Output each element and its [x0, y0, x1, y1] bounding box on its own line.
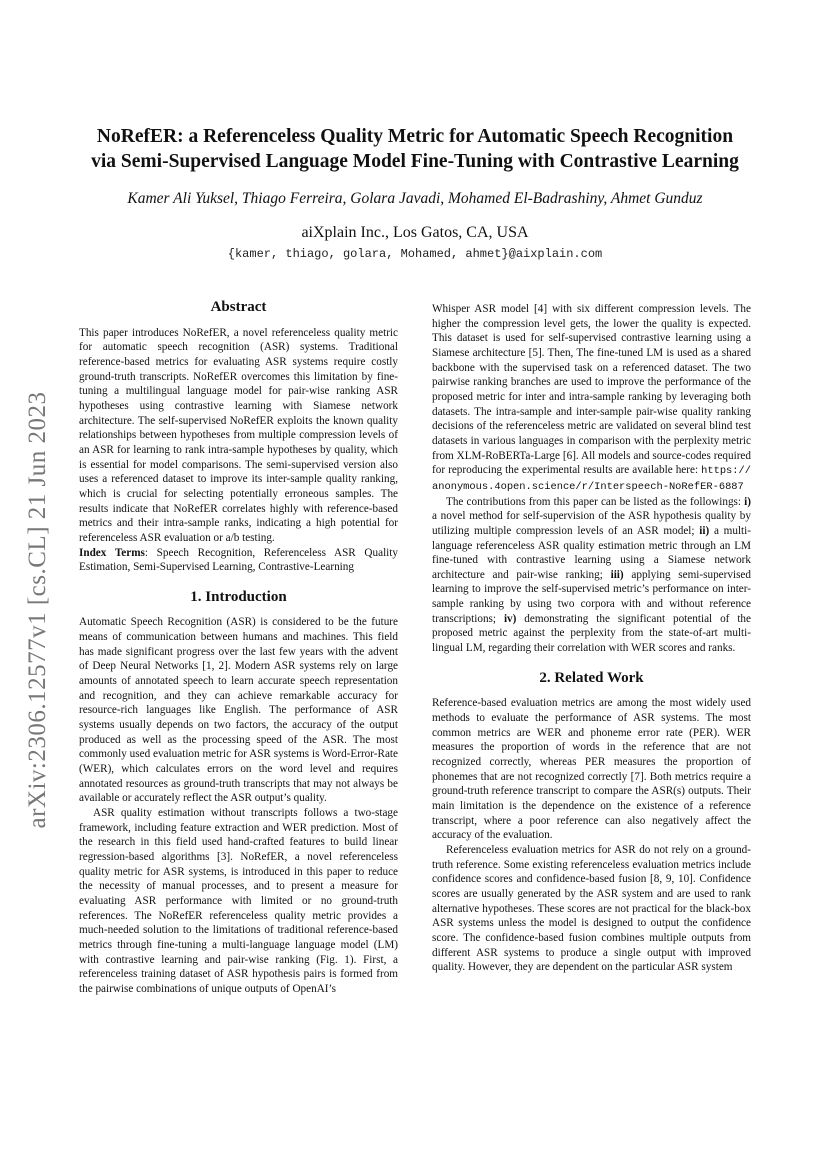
- contribution-3: applying semi-supervised learning to improve the self-supervised metric’s performance on inter-sample ranking by using two corpora with and without reference transcriptions;: [432, 568, 751, 625]
- author-list: Kamer Ali Yuksel, Thiago Ferreira, Golara Javadi, Mohamed El-Badrashiny, Ahmet Gunduz: [127, 190, 703, 207]
- contribution-1: a novel method for self-supervision of the ASR hypothesis quality by utilizing multiple compression levels of an ASR model;: [432, 510, 751, 537]
- introduction-heading: 1. Introduction: [190, 588, 287, 605]
- title-line-2: via Semi-Supervised Language Model Fine-Tuning with Contrastive Learning: [91, 151, 739, 172]
- right-column: [432, 302, 751, 975]
- contribution-2: a multi-language referenceless ASR quality estimation metric through an LM fine-tuned with contrastive learning using a Siamese network architecture and pair-wise ranking;: [432, 524, 751, 581]
- contributions-intro: The contributions from this paper can be listed as the followings:: [446, 495, 745, 508]
- affiliation: aiXplain Inc., Los Gatos, CA, USA: [301, 224, 529, 241]
- author-emails: {kamer, thiago, golara, Mohamed, ahmet}@aixplain.com: [227, 247, 603, 261]
- abstract-body: This paper introduces NoRefER, a novel referenceless quality metric for automatic speech recognition (ASR) systems. Traditional reference-based metrics for evaluating ASR systems require costly ground-truth transcripts. NoRefER overcomes this limitation by fine-tuning a multilingual language model for pair-wise ranking ASR hypotheses using contrastive learning with Siamese network architecture. The self-supervised NoRefER exploits the known quality relationships between hypotheses from multiple compression levels of an ASR for learning to rank intra-sample hypotheses by quality, which is essential for model comparisons. The semi-supervised version also uses a referenced dataset to improve its inter-sample quality ranking, which is crucial for selecting potentially erroneous samples. The results indicate that NoRefER correlates highly with reference-based metrics and their intra-sample ranks, indicating a high potential for referenceless ASR evaluation or a/b testing.: [79, 326, 398, 544]
- contribution-1-label: i): [744, 495, 751, 508]
- title-line-1: NoRefER: a Referenceless Quality Metric for Automatic Speech Recognition: [96, 126, 734, 147]
- related-work-heading: 2. Related Work: [539, 669, 644, 686]
- contribution-2-label: ii): [699, 524, 710, 537]
- related-paragraph-2: Referenceless evaluation metrics for ASR do not rely on a ground-truth reference. Some existing referenceless evaluation metrics include confidence scores and confidence-based fusion [8, 9, 10]. Confidence scores are usually generated by the ASR system and are used to rank alternative hypotheses. These scores are not practical for the black-box ASR systems unless the model is designed to output the confidence score. The confidence-based fusion combines multiple outputs from different ASR systems to produce a single output with improved quality. However, they are dependent on the particular ASR system: [432, 843, 751, 974]
- related-paragraph-1: Reference-based evaluation metrics are among the most widely used methods to evaluate the performance of ASR systems. The most common metrics are WER and phoneme error rate (PER). WER measures the proportion of words in the reference that are not recognized correctly, whereas PER measures the proportion of phonemes that are not recognized correctly [7]. Both metrics require a ground-truth reference transcript to compare the ASR(s) outputs. Their main limitation is the dependence on the existence of a reference transcript, where a poor reference can also negatively affect the accuracy of the evaluation.: [432, 697, 751, 842]
- intro-paragraph-1: Automatic Speech Recognition (ASR) is considered to be the future means of communication between humans and machines. This field has made significant progress over the last few years with the advent of Deep Neural Networks [1, 2]. Modern ASR systems rely on large amounts of annotated speech to learn accurate speech representation and recognition, and they can achieve remarkable accuracy for resource-rich languages like English. The performance of ASR systems usually depends on two factors, the accuracy of the output produced as well as the processing speed of the ASR. The most commonly used evaluation metric for ASR systems is Word-Error-Rate (WER), which calculates errors on the word level and requires annotated resources as ground-truth transcripts that may not always be available or accurately reflect the ASR output’s quality.: [79, 616, 398, 805]
- arxiv-identifier: [18, 370, 58, 850]
- index-terms-label: Index Terms: [79, 546, 145, 559]
- contributions-paragraph: [432, 495, 751, 656]
- abstract-heading: Abstract: [210, 299, 267, 315]
- arxiv-identifier-text: arXiv:2306.12577v1 [cs.CL] 21 Jun 2023: [24, 391, 51, 829]
- index-terms: : Speech Recognition, Referenceless ASR Quality Estimation, Semi-Supervised Learning, Contrastive-Learning: [79, 546, 398, 574]
- intro-paragraph-3: [432, 302, 751, 495]
- contribution-4: demonstrating the significant potential of the proposed metric against the perplexity from the state-of-art multi-lingual LM, regarding their correlation with WER scores and ranks.: [432, 612, 751, 655]
- abstract-text: [79, 326, 398, 575]
- contribution-4-label: iv): [503, 612, 517, 625]
- intro-paragraph-3-text: Whisper ASR model [4] with six different compression levels. The higher the compression level gets, the lower the quality is expected. This dataset is used for self-supervised contrastive learning using a Siamese architecture [5]. Then, The fine-tuned LM is used as a shared backbone with the supervised task on a referenced dataset. The two pairwise ranking branches are used to improve the performance of the proposed metric for inter and intra-sample ranking by leveraging both datasets. The intra-sample and inter-sample pair-wise quality ranking decisions of the referenceless metric are validated on several blind test datasets in various languages in comparison with the perplexity metric from XLM-RoBERTa-Large [6]. All models and source-codes required for reproducing the experimental results are available here:: [432, 303, 751, 477]
- intro-paragraph-2: ASR quality estimation without transcripts follows a two-stage framework, including feature extraction and WER prediction. Most of the research in this field used hand-crafted features to build linear regression-based algorithms [3]. NoRefER, a novel referenceless quality metric for ASR systems, is introduced in this paper to reduce the necessity of manual processes, and to present a measure for evaluating ASR performance with limited or no ground-truth references. The NoRefER referenceless quality metric provides a much-needed solution to the limitations of traditional reference-based metrics through fine-tuning a multi-language language model (LM) with contrastive learning and pair-wise ranking (Fig. 1). First, a referenceless training dataset of ASR hypothesis pairs is formed from the pairwise combinations of unique outputs of OpenAI’s: [79, 807, 398, 995]
- source-code-link[interactable]: https://anonymous.4open.science/r/Interspeech-NoRefER-6887: [432, 465, 751, 493]
- contribution-3-label: iii): [610, 568, 624, 581]
- left-column: [79, 300, 398, 997]
- paper-title: [60, 124, 770, 174]
